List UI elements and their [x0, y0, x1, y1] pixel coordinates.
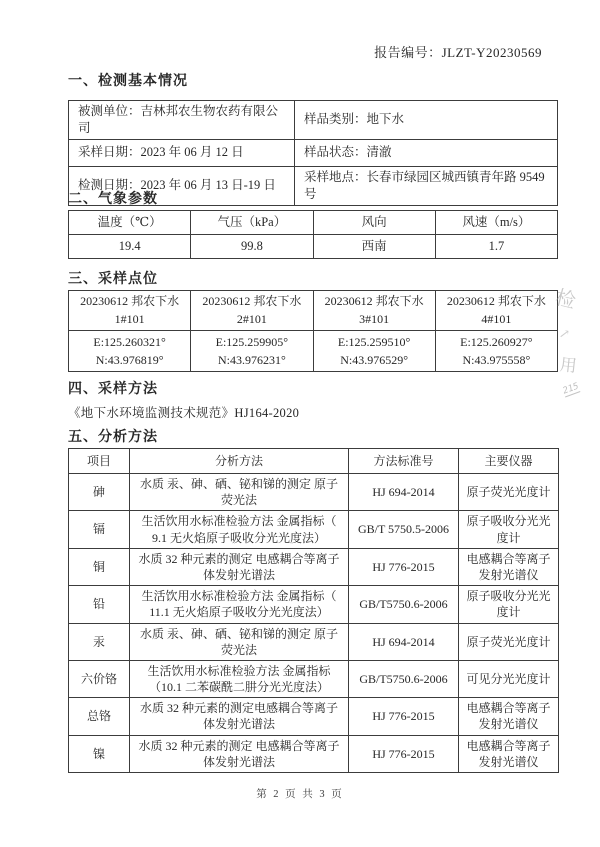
table-row [69, 548, 559, 585]
table-row [69, 698, 559, 735]
table-row [69, 660, 559, 697]
point-coords-3 [313, 331, 435, 372]
section-title-analysis: 五、分析方法 [68, 430, 158, 445]
basic-cell-sample-state: 样品状态：清澈 [295, 139, 558, 166]
point-latitude: N:43.976529° [340, 353, 409, 367]
weather-header-wind-direction: 风向 [313, 211, 435, 235]
analysis-header-standard: 方法标准号 [349, 449, 459, 474]
section-title-basic-info: 一、检测基本情况 [68, 74, 188, 89]
analysis-item: 铜 [69, 548, 130, 585]
analysis-method: 水质 汞、砷、硒、铋和锑的测定 原子荧光法 [130, 623, 349, 660]
table-header-row [69, 449, 559, 474]
analysis-header-instrument: 主要仪器 [459, 449, 559, 474]
analysis-item: 六价铬 [69, 660, 130, 697]
stamp-fragment-icon: 用 [558, 355, 578, 376]
table-row [69, 623, 559, 660]
analysis-standard: HJ 776-2015 [349, 735, 459, 772]
analysis-header-item: 项目 [69, 449, 130, 474]
weather-header-temperature: 温度（℃） [69, 211, 191, 235]
analysis-instrument: 原子荧光光度计 [459, 623, 559, 660]
basic-cell-sampling-site: 采样地点：长春市绿园区城西镇青年路 9549 号 [295, 166, 558, 205]
analysis-item: 镉 [69, 511, 130, 548]
analysis-item: 总铬 [69, 698, 130, 735]
table-row [69, 101, 558, 140]
analysis-method: 水质 汞、砷、硒、铋和锑的测定 原子荧光法 [130, 474, 349, 511]
point-longitude: E:125.260321° [93, 335, 166, 349]
point-latitude: N:43.976819° [95, 353, 164, 367]
point-coords-4 [435, 331, 557, 372]
analysis-instrument: 电感耦合等离子发射光谱仪 [459, 735, 559, 772]
analysis-instrument: 电感耦合等离子发射光谱仪 [459, 548, 559, 585]
weather-table [68, 210, 558, 259]
handwriting-fragment: 215 [561, 381, 581, 397]
point-name-3: 20230612 邦农下水 3#101 [313, 291, 435, 331]
analysis-instrument: 原子吸收分光光度计 [459, 511, 559, 548]
point-longitude: E:125.259510° [337, 335, 411, 349]
table-row [69, 331, 558, 372]
analysis-standard: HJ 776-2015 [349, 548, 459, 585]
report-number-value: JLZT-Y20230569 [441, 45, 542, 60]
table-row [69, 211, 558, 235]
table-row [69, 474, 559, 511]
point-longitude: E:125.260927° [460, 335, 533, 349]
analysis-method: 生活饮用水标准检验方法 金属指标（10.1 二苯碳酰二肼分光光度法） [130, 660, 349, 697]
point-longitude: E:125.259905° [215, 335, 289, 349]
weather-value-wind-direction: 西南 [313, 235, 435, 259]
stamp-fragment-icon: 检 [553, 286, 578, 314]
point-coords-2 [191, 331, 313, 372]
analysis-instrument: 原子荧光光度计 [459, 474, 559, 511]
report-number [68, 42, 558, 61]
analysis-standard: HJ 694-2014 [349, 474, 459, 511]
analysis-standard: GB/T5750.6-2006 [349, 660, 459, 697]
analysis-instrument: 电感耦合等离子发射光谱仪 [459, 698, 559, 735]
weather-value-pressure: 99.8 [191, 235, 313, 259]
point-name-2: 20230612 邦农下水 2#101 [191, 291, 313, 331]
analysis-header-method: 分析方法 [130, 449, 349, 474]
basic-cell-sampling-date: 采样日期：2023 年 06 月 12 日 [69, 139, 295, 166]
report-number-label: 报告编号： [374, 45, 442, 60]
table-row [69, 511, 559, 548]
stamp-fragment-icon: ↗ [558, 325, 571, 342]
analysis-standard: HJ 694-2014 [349, 623, 459, 660]
analysis-item: 砷 [69, 474, 130, 511]
analysis-method: 水质 32 种元素的测定电感耦合等离子体发射光谱法 [130, 698, 349, 735]
analysis-instrument: 可见分光光度计 [459, 660, 559, 697]
analysis-standard: GB/T5750.6-2006 [349, 586, 459, 623]
weather-header-pressure: 气压（kPa） [191, 211, 313, 235]
table-row [69, 235, 558, 259]
analysis-instrument: 原子吸收分光光度计 [459, 586, 559, 623]
weather-value-wind-speed: 1.7 [435, 235, 557, 259]
point-name-4: 20230612 邦农下水 4#101 [435, 291, 557, 331]
table-row [69, 291, 558, 331]
section-title-weather: 二、气象参数 [68, 192, 158, 207]
basic-cell-sample-type: 样品类别：地下水 [295, 101, 558, 140]
analysis-item: 汞 [69, 623, 130, 660]
weather-header-wind-speed: 风速（m/s） [435, 211, 557, 235]
page-number: 第 2 页 共 3 页 [256, 789, 344, 800]
point-name-1: 20230612 邦农下水 1#101 [69, 291, 191, 331]
analysis-method: 生活饮用水标准检验方法 金属指标（ 11.1 无火焰原子吸收分光光度法） [130, 586, 349, 623]
basic-cell-test-date: 检测日期：2023 年 06 月 13 日-19 日 [69, 166, 295, 205]
analysis-standard: GB/T 5750.5-2006 [349, 511, 459, 548]
section-title-sampling-method: 四、采样方法 [68, 382, 158, 397]
analysis-table [68, 448, 559, 773]
table-row [69, 139, 558, 166]
analysis-item: 铅 [69, 586, 130, 623]
sampling-points-table [68, 290, 558, 372]
table-row [69, 735, 559, 772]
section-title-sampling-points: 三、采样点位 [68, 272, 158, 287]
analysis-standard: HJ 776-2015 [349, 698, 459, 735]
analysis-method: 水质 32 种元素的测定 电感耦合等离子体发射光谱法 [130, 735, 349, 772]
analysis-method: 生活饮用水标准检验方法 金属指标（ 9.1 无火焰原子吸收分光光度法） [130, 511, 349, 548]
sampling-method-text: 《地下水环境监测技术规范》HJ164-2020 [68, 406, 300, 420]
table-row [69, 586, 559, 623]
analysis-method: 水质 32 种元素的测定 电感耦合等离子体发射光谱法 [130, 548, 349, 585]
analysis-item: 镍 [69, 735, 130, 772]
point-latitude: N:43.976231° [217, 353, 286, 367]
point-coords-1 [69, 331, 191, 372]
weather-value-temperature: 19.4 [69, 235, 191, 259]
basic-cell-unit: 被测单位：吉林邦农生物农药有限公司 [69, 101, 295, 140]
point-latitude: N:43.975558° [462, 353, 531, 367]
